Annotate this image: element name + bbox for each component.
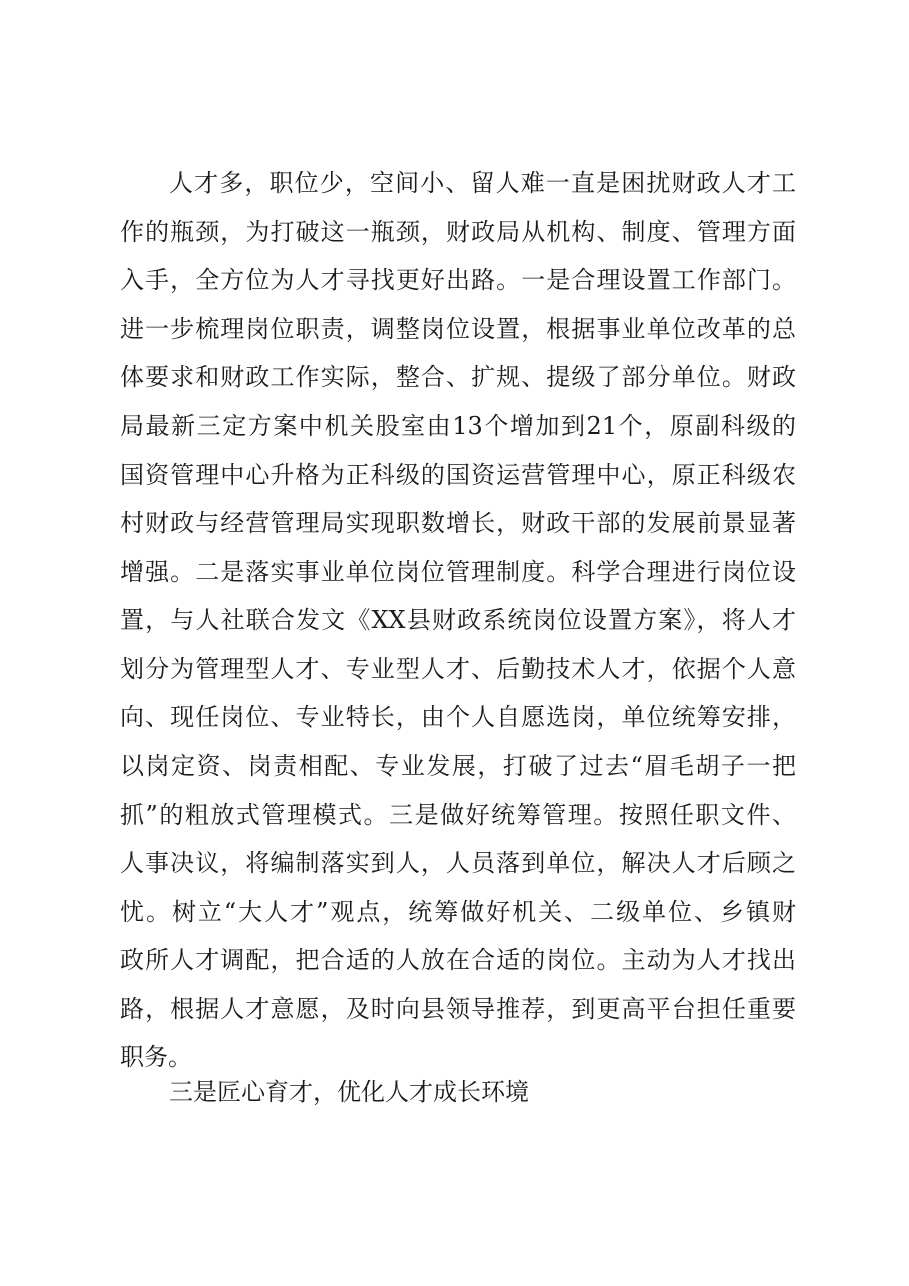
paragraph-line: 局最新三定方案中机关股室由13个增加到21个，原副科级的 <box>120 412 796 440</box>
paragraph-line: 向、现任岗位、专业特长，由个人自愿选岗，单位统筹安排， <box>120 703 796 731</box>
paragraph-line: 村财政与经营管理局实现职数增长，财政干部的发展前景显著 <box>120 509 796 537</box>
paragraph-line: 入手，全方位为人才寻找更好出路。一是合理设置工作部门。 <box>120 266 796 294</box>
paragraph-line: 划分为管理型人才、专业型人才、后勤技术人才，依据个人意 <box>120 655 796 683</box>
paragraph-line: 进一步梳理岗位职责，调整岗位设置，根据事业单位改革的总 <box>120 315 796 343</box>
paragraph-line: 国资管理中心升格为正科级的国资运营管理中心，原正科级农 <box>120 461 796 489</box>
paragraph-line: 以岗定资、岗责相配、专业发展，打破了过去“眉毛胡子一把 <box>120 752 796 780</box>
paragraph-line: 作的瓶颈，为打破这一瓶颈，财政局从机构、制度、管理方面 <box>120 218 796 246</box>
paragraph-line: 政所人才调配，把合适的人放在合适的岗位。主动为人才找出 <box>120 946 796 974</box>
section-heading: 三是匠心育才，优化人才成长环境 <box>169 1078 529 1106</box>
paragraph-line: 人才多，职位少，空间小、留人难一直是困扰财政人才工 <box>169 169 796 197</box>
paragraph-line: 体要求和财政工作实际，整合、扩规、提级了部分单位。财政 <box>120 363 796 391</box>
paragraph-line: 抓”的粗放式管理模式。三是做好统筹管理。按照任职文件、 <box>120 801 796 829</box>
paragraph-line: 增强。二是落实事业单位岗位管理制度。科学合理进行岗位设 <box>120 558 796 586</box>
paragraph-line: 路，根据人才意愿，及时向县领导推荐，到更高平台担任重要 <box>120 995 796 1023</box>
paragraph-line: 忧。树立“大人才”观点，统筹做好机关、二级单位、乡镇财 <box>120 898 796 926</box>
paragraph-line: 人事决议，将编制落实到人，人员落到单位，解决人才后顾之 <box>120 849 796 877</box>
paragraph-line: 置，与人社联合发文《XX县财政系统岗位设置方案》，将人才 <box>120 606 796 634</box>
paragraph-line: 职务。 <box>120 1043 192 1071</box>
